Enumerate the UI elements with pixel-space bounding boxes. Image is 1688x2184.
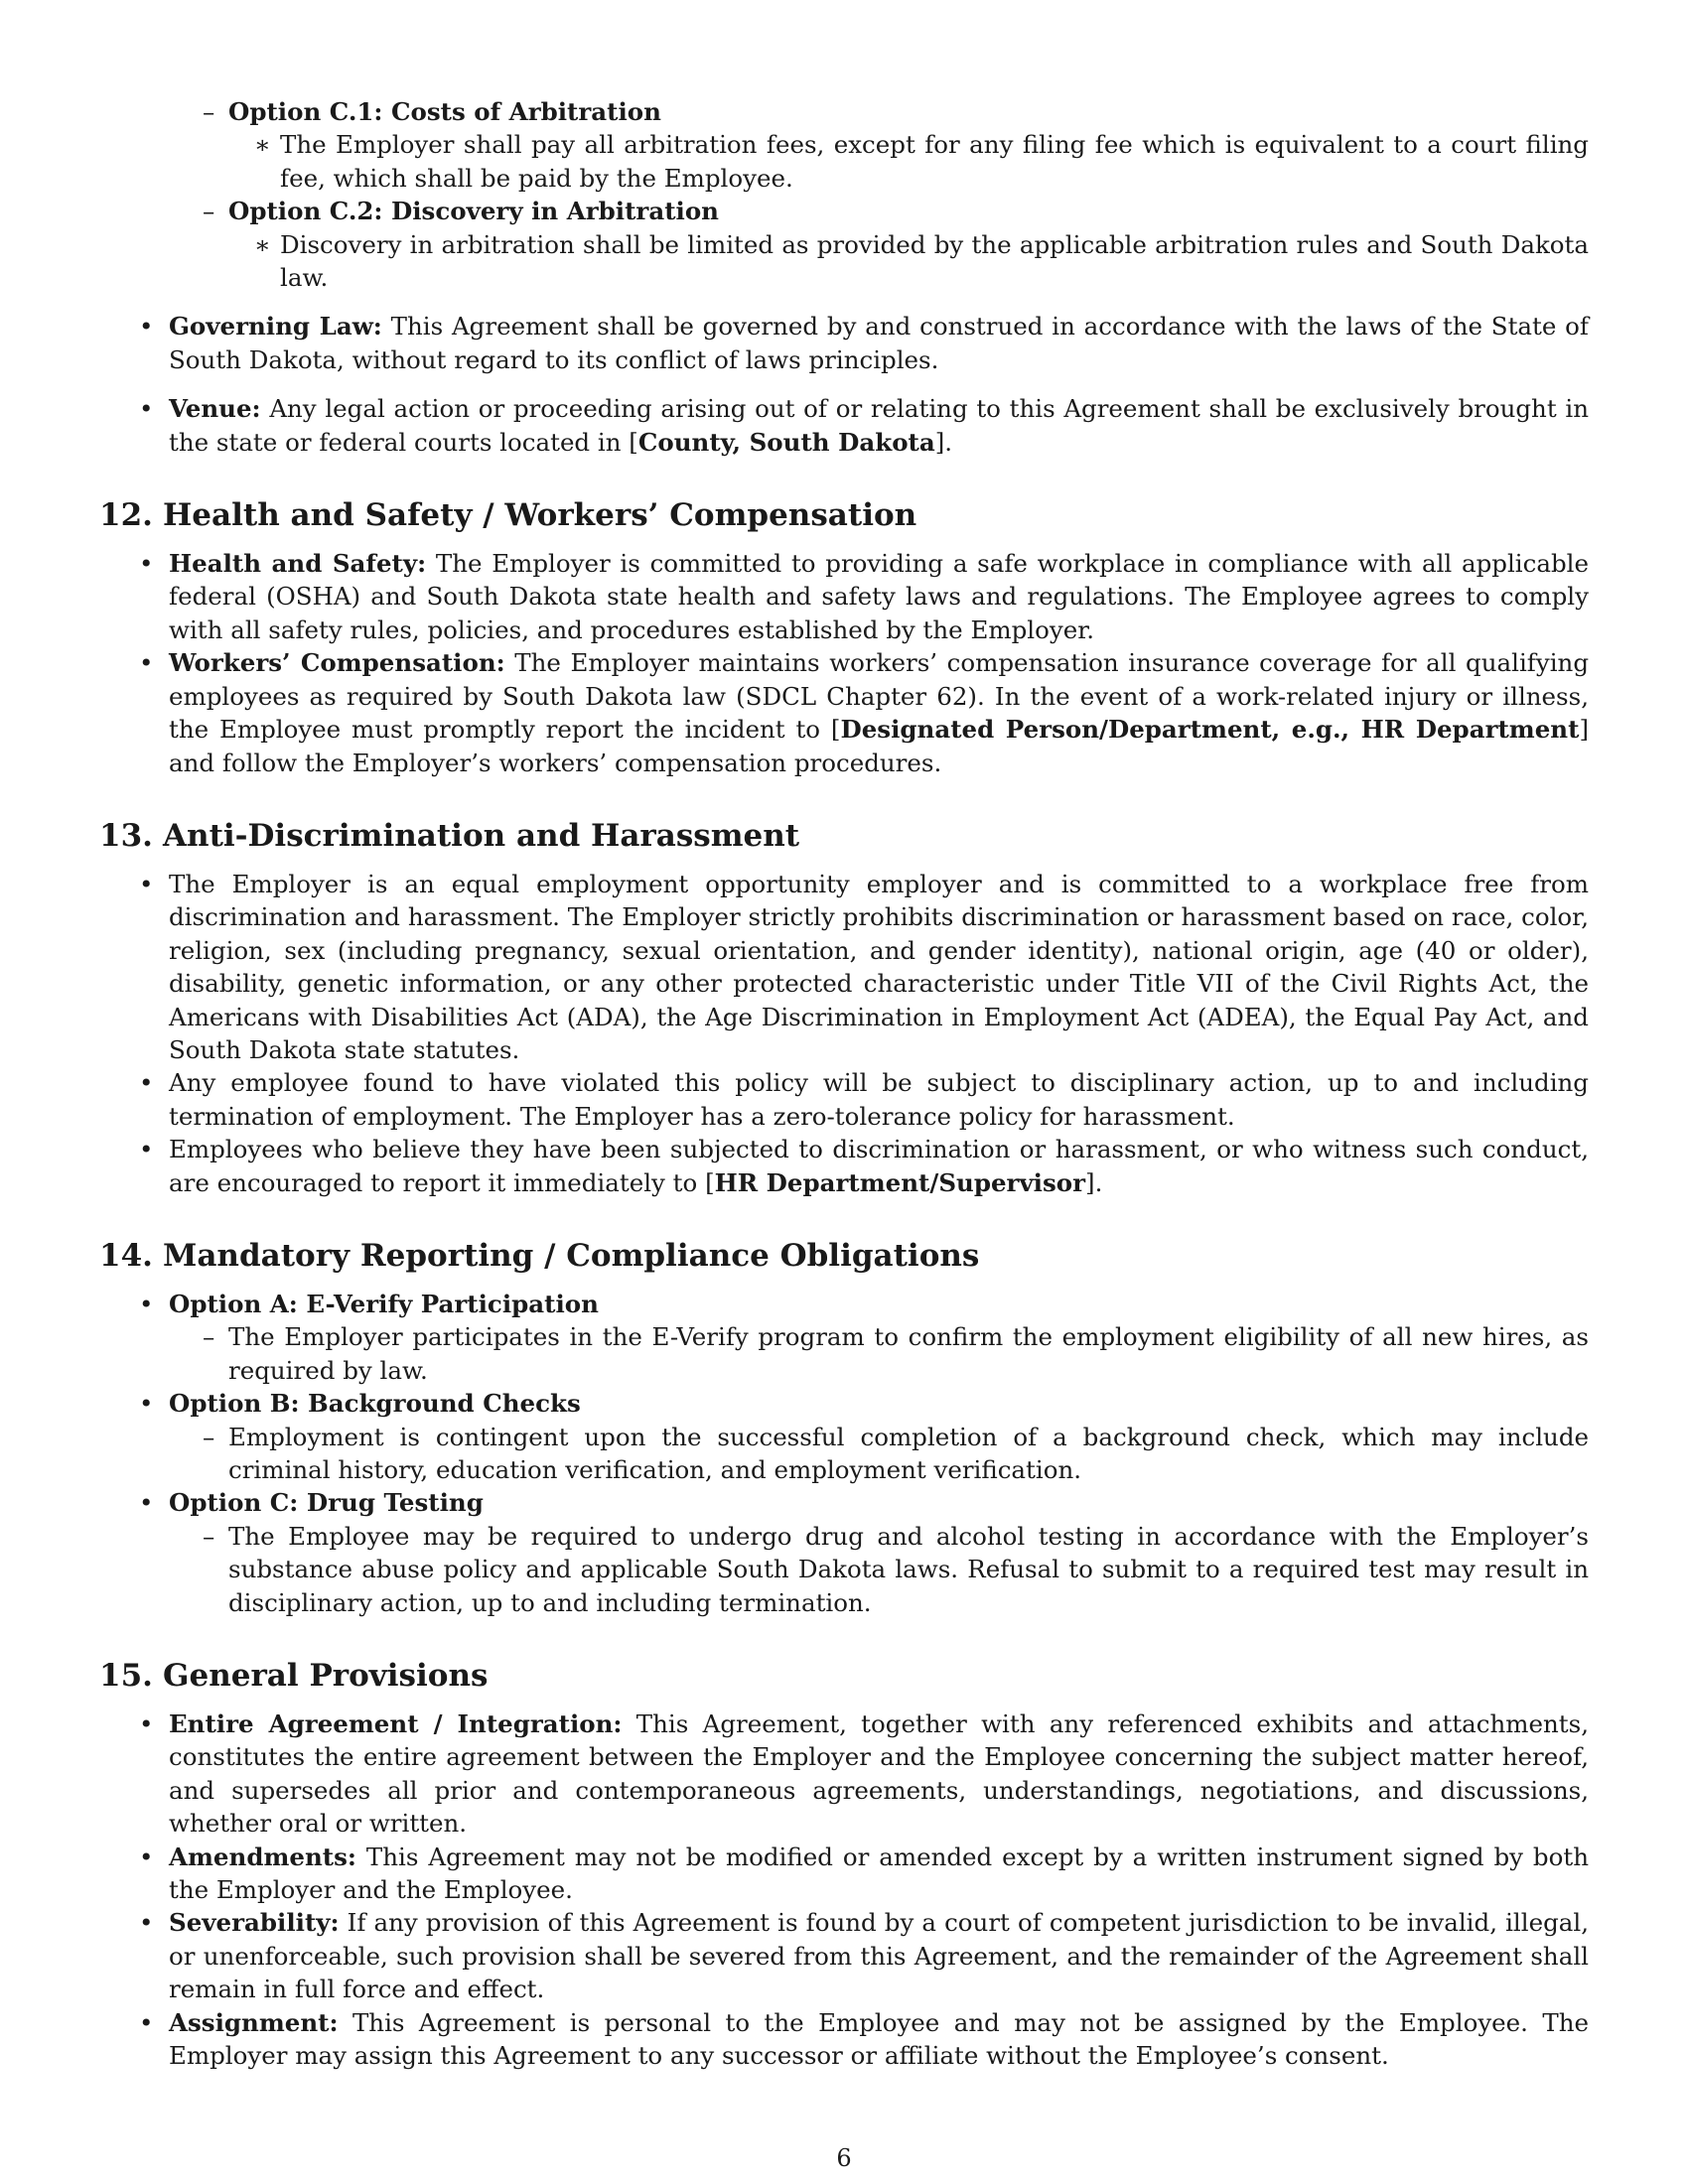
report-item: • Employees who believe they have been subjected to discrimination or harassment, or who witness such conduct, are encouraged to report it immediately to [HR Department/Supervisor].	[139, 1135, 1589, 1197]
health-safety-item: • Health and Safety: The Employer is committed to providing a safe workplace in compliance with all applicable federal (OSHA) and South Dakota state health and safety laws and regulations. The Employee agrees to comply with all safety rules, policies, and procedures established by the Employer.	[139, 549, 1589, 644]
venue-placeholder: County, South Dakota	[637, 427, 935, 457]
amendments-label: Amendments:	[169, 1842, 356, 1871]
severability-item: • Severability: If any provision of this Agreement is found by a court of competent jurisdiction to be invalid, illegal, or unenforceable, such provision shall be severed from this Agreement, and the remainder of the Agreement shall remain in full force and effect.	[139, 1908, 1589, 2004]
report-placeholder: HR Department/Supervisor	[714, 1167, 1086, 1197]
option-c1-item: – Option C.1: Costs of Arbitration	[203, 97, 661, 126]
assignment-label: Assignment:	[169, 2007, 339, 2037]
entire-agreement-text: This Agreement, together with any referenced exhibits and attachments, constitutes the entire agreement between the Employer and the Employee concerning the subject matter hereof, and supersedes all prior and contemporaneous agreements, understandings, negotiations, and discussions, whether oral or written.	[169, 1709, 1590, 1839]
option-b-label: Option B: Background Checks	[169, 1389, 581, 1419]
option-c2-text: Discovery in arbitration shall be limited as provided by the applicable arbitration rules and South Dakota law.	[280, 229, 1589, 293]
health-safety-text: The Employer is committed to providing a safe workplace in compliance with all applicable federal (OSHA) and South Dakota state health and safety laws and regulations. The Employee agrees to comply with all safety rules, policies, and procedures established by the Employer.	[169, 549, 1589, 644]
section-15-heading: 15. General Provisions	[99, 1658, 489, 1695]
governing-law-label: Governing Law:	[169, 312, 382, 341]
health-safety-label: Health and Safety:	[169, 549, 427, 579]
option-b-text-item: – Employment is contingent upon the successful completion of a background check, which may include criminal history, education verification, and employment verification.	[99, 1421, 1589, 1487]
section-12-title: Health and Safety / Workers’ Compensation	[163, 497, 917, 534]
option-c-item: • Option C: Drug Testing	[139, 1488, 484, 1518]
section-14-heading: 14. Mandatory Reporting / Compliance Obligations	[99, 1237, 980, 1274]
option-b-item: • Option B: Background Checks	[139, 1389, 581, 1419]
report-text: Employees who believe they have been subjected to discrimination or harassment, or who witness such conduct, are encouraged to report it immediately to [	[169, 1135, 1589, 1197]
entire-agreement-label: Entire Agreement / Integration:	[169, 1709, 623, 1739]
violation-item: • Any employee found to have violated this policy will be subject to disciplinary action, up to and including termination of employment. The Employer has a zero-tolerance policy for harassment.	[99, 1066, 1589, 1133]
governing-law-item: • Governing Law: This Agreement shall be governed by and construed in accordance with the laws of the State of South Dakota, without regard to its conflict of laws principles.	[139, 312, 1589, 374]
option-a-label: Option A: E-Verify Participation	[169, 1289, 599, 1318]
amendments-text: This Agreement may not be modified or amended except by a written instrument signed by both the Employer and the Employee.	[169, 1842, 1589, 1905]
option-a-text: The Employer participates in the E-Verify program to confirm the employment eligibility of all new hires, as required by law.	[228, 1322, 1589, 1385]
assignment-text: This Agreement is personal to the Employee and may not be assigned by the Employee. The Employer may assign this Agreement to any successor or affiliate without the Employee’s consent.	[169, 2007, 1589, 2071]
eeo-item: • The Employer is an equal employment opportunity employer and is committed to a workplace free from discrimination and harassment. The Employer strictly prohibits discrimination or harassment based on race, color, religion, sex (including pregnancy, sexual orientation, and gender identity), national origin, age (40 or older), disability, genetic information, or any other protected characteristic under Title VII of the Civil Rights Act, the Americans with Disabilities Act (ADA), the Age Discrimination in Employment Act (ADEA), the Equal Pay Act, and South Dakota state statutes.	[99, 868, 1589, 1066]
section-13-heading: 13. Anti-Discrimination and Harassment	[99, 817, 800, 854]
option-c1-text: The Employer shall pay all arbitration fees, except for any filing fee which is equivalent to a court filing fee, which shall be paid by the Employee.	[280, 130, 1589, 193]
option-c1-label: Option C.1: Costs of Arbitration	[228, 97, 661, 126]
section-15-title: General Provisions	[163, 1658, 489, 1695]
eeo-text: The Employer is an equal employment opportunity employer and is committed to a workplace free from discrimination and harassment. The Employer strictly prohibits discrimination or harassment based on race, color, religion, sex (including pregnancy, sexual orientation, and gender identity), national origin, age (40 or older), disability, genetic information, or any other protected characteristic under Title VII of the Civil Rights Act, the Americans with Disabilities Act (ADA), the Age Discrimination in Employment Act (ADEA), the Equal Pay Act, and South Dakota state statutes.	[169, 869, 1589, 1064]
amendments-item: • Amendments: This Agreement may not be modified or amended except by a written instrument signed by both the Employer and the Employee.	[139, 1842, 1589, 1905]
option-a-text-item: – The Employer participates in the E-Verify program to confirm the employment eligibility of all new hires, as required by law.	[99, 1320, 1589, 1387]
document-page	[99, 95, 1589, 2073]
entire-agreement-item: • Entire Agreement / Integration: This Agreement, together with any referenced exhibits and attachments, constitutes the entire agreement between the Employer and the Employee concerning the subject matter hereof, and supersedes all prior and contemporaneous agreements, understandings, negotiations, and discussions, whether oral or written.	[139, 1709, 1590, 1839]
venue-label: Venue:	[169, 394, 261, 424]
workers-comp-item: • Workers’ Compensation: The Employer maintains workers’ compensation insurance coverage for all qualifying employees as required by South Dakota law (SDCL Chapter 62). In the event of a work-related injury or illness, the Employee must promptly report the incident to [Designated Person/Department, e.g., HR Department] and follow the Employer’s workers’ compensation procedures.	[139, 648, 1590, 777]
venue-text: Any legal action or proceeding arising out of or relating to this Agreement shall be exclusively brought in the state or federal courts located in [	[169, 394, 1589, 457]
option-c2-text-item: ∗ Discovery in arbitration shall be limited as provided by the applicable arbitration rules and South Dakota law.	[99, 228, 1589, 295]
workers-comp-placeholder: Designated Person/Department, e.g., HR Department	[840, 715, 1580, 745]
option-c2-item: – Option C.2: Discovery in Arbitration	[203, 197, 719, 226]
option-c-text-item: – The Employee may be required to undergo drug and alcohol testing in accordance with the Employer’s substance abuse policy and applicable South Dakota laws. Refusal to submit to a required test may result in disciplinary action, up to and including termination.	[99, 1520, 1589, 1619]
option-c1-text-item: ∗ The Employer shall pay all arbitration fees, except for any filing fee which is equivalent to a court filing fee, which shall be paid by the Employee.	[99, 128, 1589, 195]
option-a-item: • Option A: E-Verify Participation	[139, 1289, 599, 1318]
venue-item: • Venue: Any legal action or proceeding arising out of or relating to this Agreement shall be exclusively brought in the state or federal courts located in [County, South Dakota].	[139, 394, 1589, 457]
option-b-text: Employment is contingent upon the successful completion of a background check, which may include criminal history, education verification, and employment verification.	[228, 1422, 1589, 1484]
section-13-title: Anti-Discrimination and Harassment	[163, 817, 800, 854]
severability-label: Severability:	[169, 1908, 340, 1938]
option-c-text: The Employee may be required to undergo drug and alcohol testing in accordance with the Employer’s substance abuse policy and applicable South Dakota laws. Refusal to submit to a required test may result in disciplinary action, up to and including termination.	[228, 1521, 1589, 1617]
assignment-item: • Assignment: This Agreement is personal to the Employee and may not be assigned by the Employee. The Employer may assign this Agreement to any successor or affiliate without the Employee’s consent.	[139, 2007, 1589, 2071]
severability-text: If any provision of this Agreement is found by a court of competent jurisdiction to be invalid, illegal, or unenforceable, such provision shall be severed from this Agreement, and the remainder of the Agreement shall remain in full force and effect.	[169, 1908, 1589, 2004]
section-12-heading: 12. Health and Safety / Workers’ Compensation	[99, 497, 917, 534]
option-c-label: Option C: Drug Testing	[169, 1488, 484, 1518]
option-c2-label: Option C.2: Discovery in Arbitration	[228, 197, 719, 226]
page-number: 6	[836, 2144, 852, 2172]
governing-law-text: This Agreement shall be governed by and construed in accordance with the laws of the State of South Dakota, without regard to its conflict of laws principles.	[169, 312, 1589, 374]
workers-comp-label: Workers’ Compensation:	[169, 648, 505, 678]
violation-text: Any employee found to have violated this policy will be subject to disciplinary action, up to and including termination of employment. The Employer has a zero-tolerance policy for harassment.	[169, 1068, 1589, 1131]
workers-comp-text: The Employer maintains workers’ compensation insurance coverage for all qualifying employees as required by South Dakota law (SDCL Chapter 62). In the event of a work-related injury or illness, the Employee must promptly report the incident to [	[169, 648, 1590, 745]
section-14-title: Mandatory Reporting / Compliance Obligations	[163, 1237, 980, 1274]
